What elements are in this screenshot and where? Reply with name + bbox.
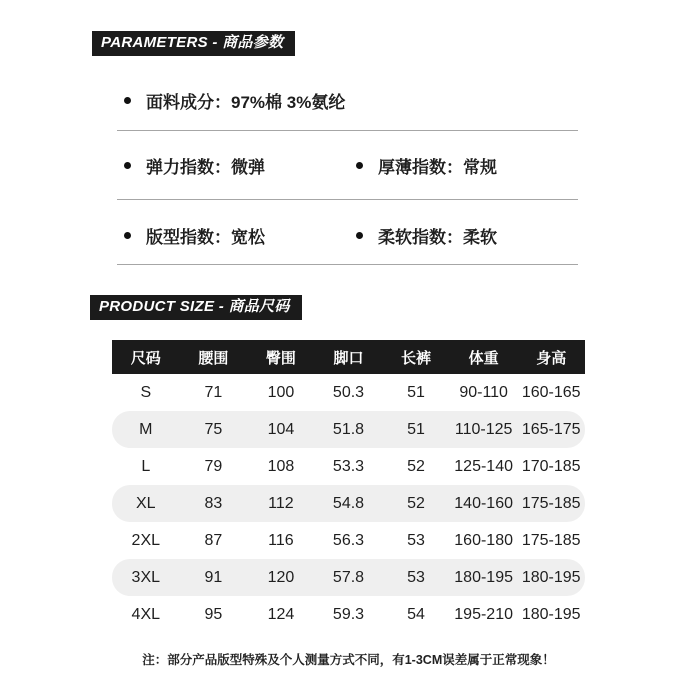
- param-fit-index: [124, 223, 265, 248]
- size-cell: 104: [267, 420, 295, 438]
- size-cell: 3XL: [131, 568, 161, 586]
- bullet-icon: [356, 162, 363, 169]
- size-cell: XL: [135, 494, 156, 512]
- size-cell: 53: [407, 531, 425, 549]
- size-cell: 91: [204, 568, 223, 586]
- size-cell: 52: [407, 494, 425, 512]
- parameters-section-banner: PARAMETERS - 商品参数: [92, 31, 295, 56]
- size-cell: 175-185: [521, 494, 581, 512]
- size-cell: 125-140: [454, 457, 513, 475]
- size-cell: 175-185: [521, 531, 581, 549]
- fabric-composition-text: 面料成分：97%棉 3%氨纶: [146, 93, 346, 112]
- size-cell: 180-195: [521, 568, 581, 586]
- size-cell: 90-110: [459, 383, 508, 401]
- size-cell: 112: [268, 494, 294, 512]
- size-cell: 75: [204, 420, 223, 438]
- size-cell: 51.8: [332, 420, 365, 438]
- fabric-composition-line: [124, 88, 345, 113]
- size-cell: 165-175: [521, 420, 581, 438]
- col-header-hip: 臀围: [265, 349, 296, 367]
- col-header-size: 尺码: [130, 349, 161, 367]
- divider-line: [117, 130, 578, 131]
- table-row: [112, 411, 585, 448]
- bullet-icon: [356, 232, 363, 239]
- param-thickness-index: [356, 153, 497, 178]
- size-cell: 54.8: [332, 494, 365, 512]
- size-cell: 71: [204, 383, 223, 401]
- table-row: [112, 448, 585, 485]
- size-cell: 4XL: [131, 605, 161, 623]
- size-cell: 180-195: [521, 605, 581, 623]
- size-cell: 83: [204, 494, 223, 512]
- size-cell: 50.3: [332, 383, 365, 401]
- size-table-header-row: [112, 340, 585, 374]
- size-cell: 160-165: [521, 383, 581, 401]
- size-cell: 95: [204, 605, 223, 623]
- size-cell: 57.8: [332, 568, 365, 586]
- size-cell: S: [140, 383, 152, 401]
- col-header-weight: 体重: [468, 349, 499, 367]
- size-section-banner: PRODUCT SIZE - 商品尺码: [90, 295, 302, 320]
- size-cell: 54: [407, 605, 425, 623]
- size-cell: 52: [407, 457, 425, 475]
- measurement-disclaimer-note: 注：部分产品版型特殊及个人测量方式不同，有1-3CM误差属于正常现象！: [142, 653, 555, 667]
- col-header-legopening: 脚口: [333, 349, 364, 367]
- divider-line: [117, 264, 578, 265]
- size-cell: 140-160: [454, 494, 513, 512]
- table-row: [112, 596, 585, 633]
- table-row: [112, 559, 585, 596]
- size-cell: 2XL: [131, 531, 161, 549]
- size-table: [112, 340, 585, 633]
- col-header-waist: 腰围: [198, 349, 229, 367]
- size-cell: L: [141, 457, 151, 475]
- param-text: 柔软指数：柔软: [378, 228, 497, 247]
- table-row: [112, 374, 585, 411]
- size-cell: 59.3: [332, 605, 365, 623]
- param-text: 弹力指数：微弹: [146, 158, 265, 177]
- size-cell: 124: [267, 605, 295, 623]
- size-cell: 79: [204, 457, 223, 475]
- size-cell: 120: [267, 568, 295, 586]
- table-row: [112, 522, 585, 559]
- divider-line: [117, 199, 578, 200]
- size-cell: 110-125: [454, 420, 513, 438]
- col-header-height: 身高: [536, 349, 567, 367]
- bullet-icon: [124, 97, 131, 104]
- size-cell: 195-210: [454, 605, 513, 623]
- size-cell: 56.3: [332, 531, 365, 549]
- size-cell: 160-180: [454, 531, 513, 549]
- param-stretch-index: [124, 153, 265, 178]
- size-cell: 51: [407, 383, 425, 401]
- size-cell: M: [139, 420, 153, 438]
- size-cell: 108: [267, 457, 295, 475]
- table-row: [112, 485, 585, 522]
- size-cell: 116: [268, 531, 294, 549]
- size-cell: 53.3: [332, 457, 365, 475]
- size-cell: 180-195: [454, 568, 513, 586]
- param-softness-index: [356, 223, 497, 248]
- bullet-icon: [124, 232, 131, 239]
- size-cell: 87: [204, 531, 223, 549]
- param-text: 厚薄指数：常规: [378, 158, 497, 177]
- size-cell: 170-185: [521, 457, 581, 475]
- size-cell: 100: [267, 383, 295, 401]
- col-header-pantslength: 长裤: [401, 349, 432, 367]
- size-cell: 51: [407, 420, 425, 438]
- param-text: 版型指数：宽松: [146, 228, 265, 247]
- bullet-icon: [124, 162, 131, 169]
- size-cell: 53: [407, 568, 425, 586]
